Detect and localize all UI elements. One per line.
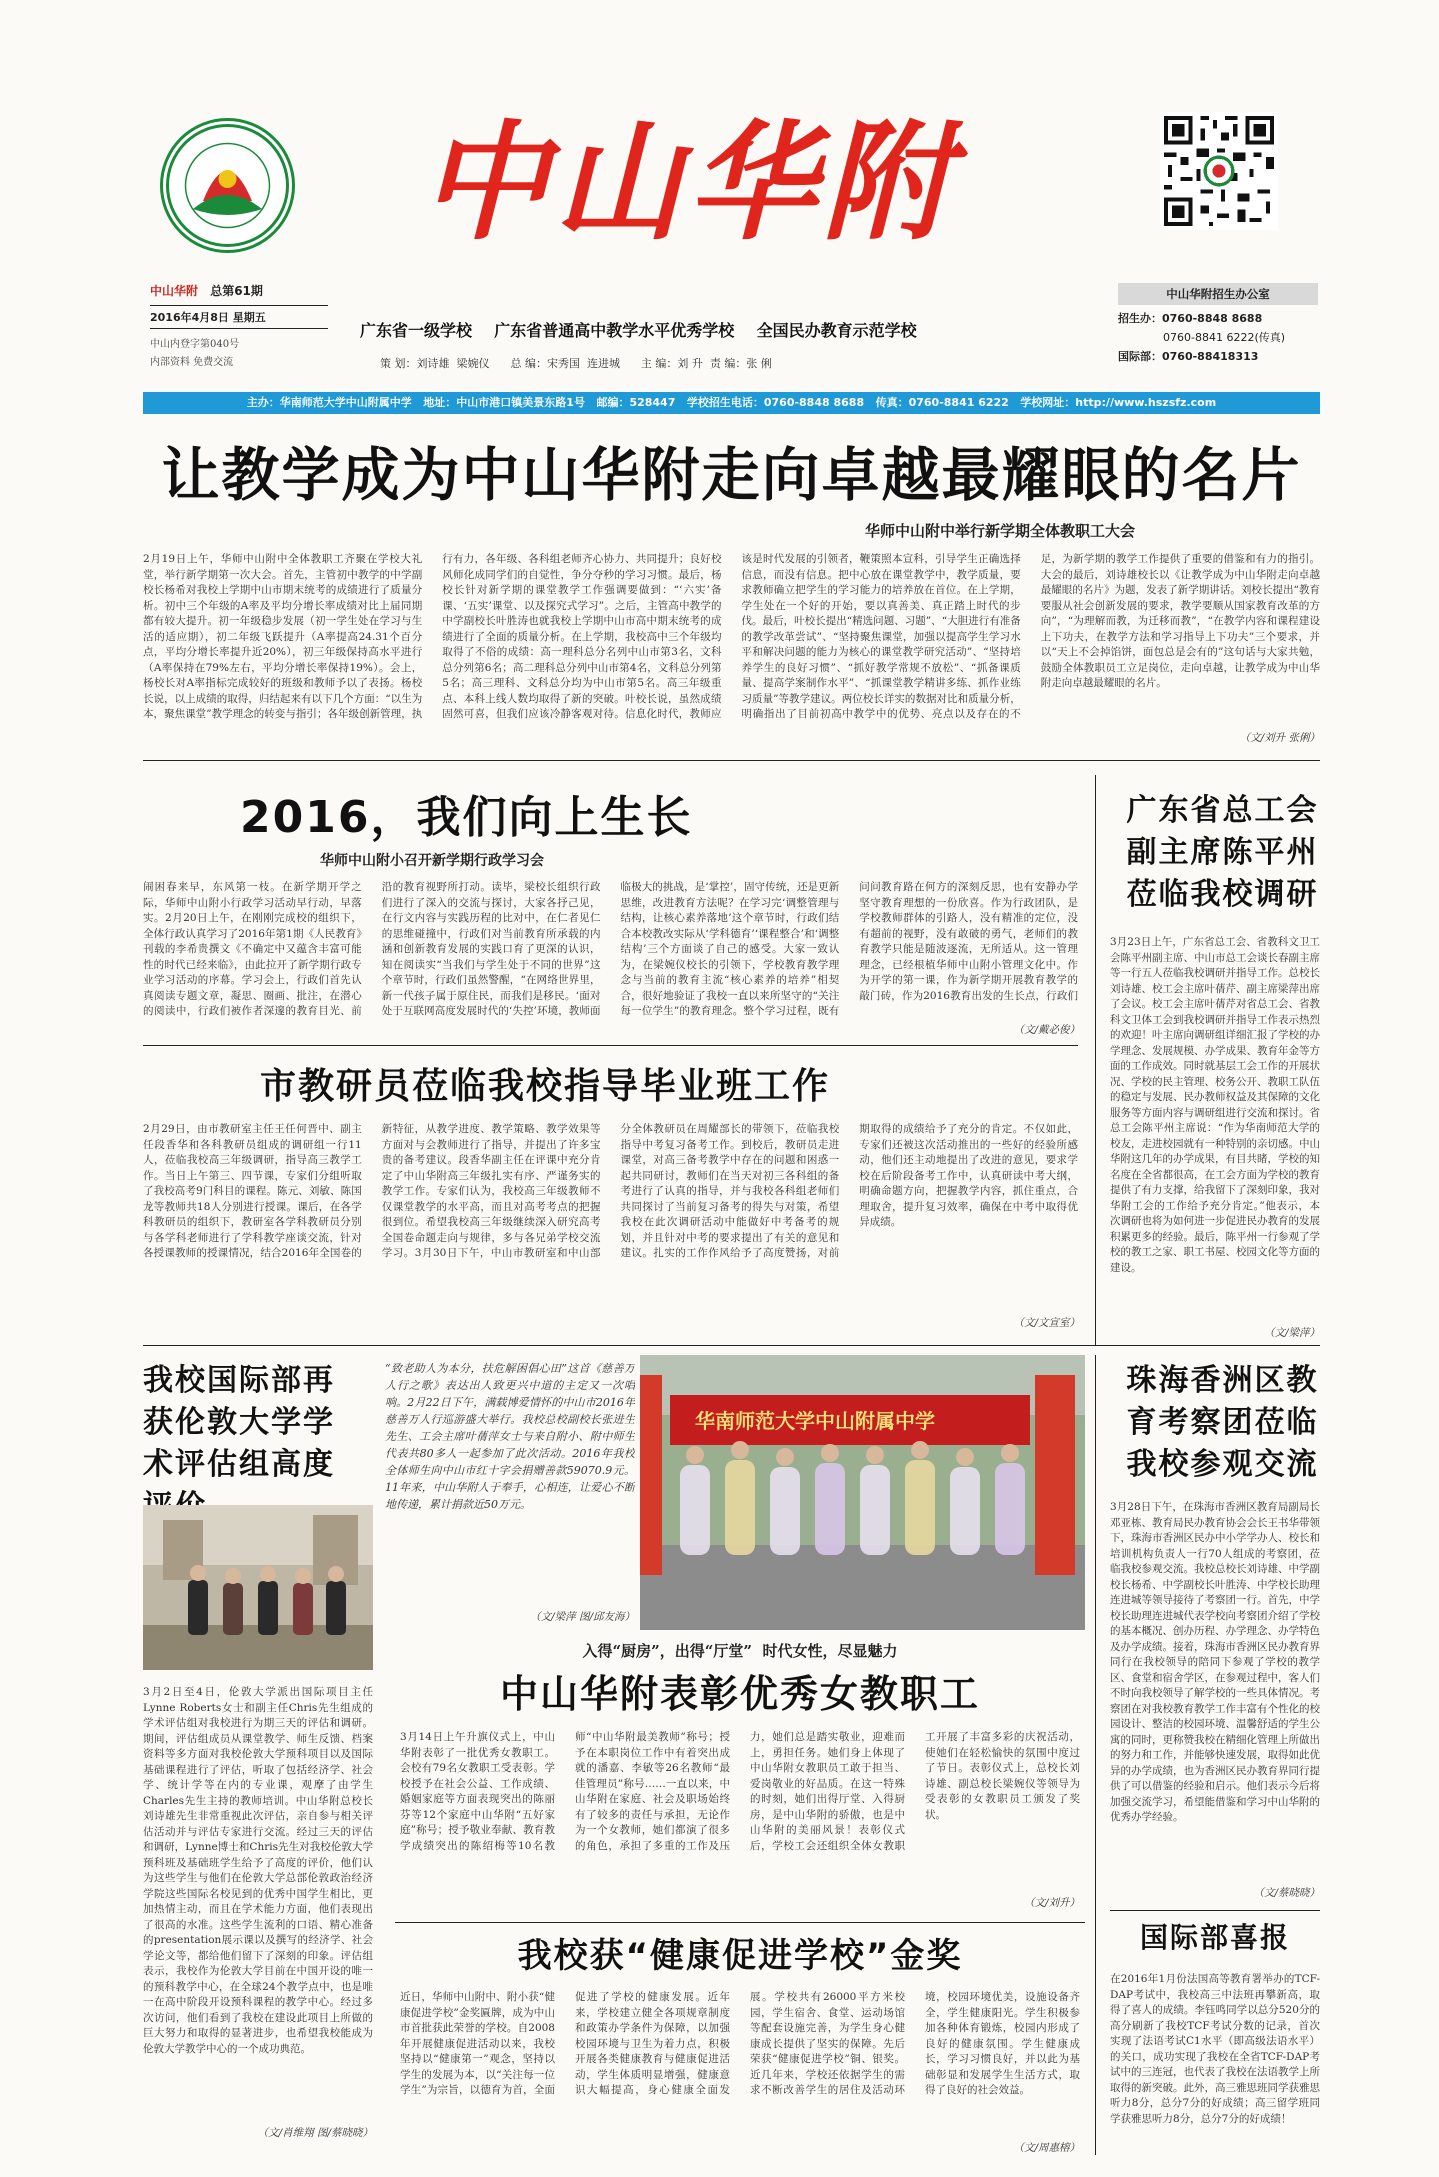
- issue-date: 2016年4月8日 星期五: [150, 305, 328, 329]
- issue-number: 总第61期: [210, 284, 263, 298]
- enrollment-phone: 招生办：0760-8848 8688: [1118, 312, 1263, 325]
- circulation-note: 内部资料 免费交流: [150, 357, 234, 368]
- school-honors: 广东省一级学校 广东省普通高中教学水平优秀学校 全国民办教育示范学校: [360, 321, 917, 340]
- health-headline: 我校获“健康促进学校”金奖: [517, 1936, 963, 1976]
- qr-code-icon: [1160, 112, 1278, 230]
- zhuhai-headline: 珠海香洲区教育考察团莅临我校参观交流: [1126, 1363, 1319, 1482]
- intl-photo: [143, 1505, 373, 1670]
- enrollment-fax: 0760-8841 6222(传真): [1163, 331, 1286, 344]
- research-byline: （文/文宣室）: [1013, 1317, 1080, 1329]
- lead-body: 2月19日上午，华师中山附中全体教职工齐聚在学校大礼堂，举行新学期第一次大会。首先，主管初中教学的中学副校长杨希对我校上学期中山市期末统考的成绩进行了质量分析。初中三个年级的A率及平均分增长率成绩对比上届同期都有较大提升。初一年级稳步发展（初一学生处在学习与生活的适应期），初二年级飞跃提升（A率提高24.31个百分点，平均分增长率提升近20%），初三年级保持高水平进行（A率保持在79%左右，平均分增长率保持19%）。会上，杨校长对A率指标完成较好的班级和教师予以了表扬。杨校长说，以上成绩的取得，归结起来有以下几个方面：“以生为本，聚焦课堂”教学理念的转变与指引；各年级创新管理，执行有力，各年级、各科组老师齐心协力、共同提升；良好校风师化成同学们的自觉性，争分夺秒的学习习惯。最后，杨校长针对新学期的课堂教学工作强调要做到：“‘六实’备课、‘五实’课堂、以及探究式学习”。之后，主管高中教学的中学副校长叶胜涛也就我校上学期中山市高中期末统考的成绩进行了全面的质量分析。在上学期，我校高中三个年级均取得了不俗的成绩：高一理科总分名列中山市第3名，文科总分列第6名；高二理科总分列中山市第4名，文科总分列第5名；高三理科、文科总分均为中山市第5名。高三年级重点、本科上线人数均取得了新的突破。叶校长说，虽然成绩固然可喜，但我们应该冷静客观对待。信息化时代，教师应该是时代发展的引领者，鞭策照本宣科，引导学生正确选择信息，而没有信息。把中心放在课堂教学中，教学质量，要求教师确立把学生的学习能力的培养放在首位。在上学期，学生处在一个好的开始，要以真善美、真正踏上时代的步伐。最后，叶校长提出“精选问题、习题”、“大胆进行有准备的教学改革尝试”、“坚持聚焦课堂，加强以提高学生学习水平和解决问题的能力为核心的课堂教学研究活动”、“坚持培养学生的良好习惯”、“抓好教学常规不放松”、“抓备课质量、提高学案制作水平”、“抓课堂教学精讲多练、抓作业练习质量”等教学建议。两位校长详实的数据对比和质量分析，明确指出了目前初高中教学中的优势、亮点以及存在的不足，为新学期的教学工作提供了重要的借鉴和有力的指引。大会的最后，刘诗雄校长以《让教学成为中山华附走向卓越最耀眼的名片》为题，发表了新学期讲话。刘校长提出“教育要服从社会创新发展的要求，教学要顺从国家教育改革的方向”，“为理解而教，为迁移而教”，“在教学内容和课程建设上下功夫，在教学方法和学习指导上下功夫”三个要求，并以“天上不会掉馅饼，面包总是会有的”这句话与大家共勉，鼓励全体教职员工立足岗位，走向卓越，让教学成为中山华附走向卓越最耀眼的名片。: [143, 553, 1320, 720]
- masthead-title: 中山华附: [420, 108, 957, 258]
- lead-byline: （文/刘升 张俐）: [1239, 732, 1320, 744]
- charity-caption-box: [385, 1360, 635, 1630]
- women-kicker: 入得“厨房”，出得“厅堂” 时代女性，尽显魅力: [582, 1642, 898, 1660]
- women-byline: （文/刘升）: [1023, 1897, 1080, 1909]
- intl-body: 3月2日至4日，伦敦大学派出国际项目主任Lynne Roberts女士和副主任Chris先生组成的学术评估组对我校进行为期三天的评估和调研。期间，评估组成员从课堂教学、师生反馈、档案资料等多方面对我校伦敦大学预科项目以及国际基础课程进行了评估，听取了包括经济学、社会学、统计学等在内的专业课，观摩了由学生Charles先生主持的教师培训。中山华附总校长刘诗雄先生非常重视此次评估，亲自参与相关评估活动并与评估专家进行交流。经过三天的评估和调研，Lynne博士和Chris先生对我校伦敦大学预科班及基础班学生给予了高度的评价，他们认为这些学生与他们在伦敦大学总部伦敦政治经济学院这些国际名校见到的优秀中国学生相比，更加热情主动，而且在学术能力方面，他们表现出了很高的水准。这些学生流利的口语、精心准备的presentation展示课以及撰写的经济学、社会学论文等，都给他们留下了深刻的印象。评估组表示，我校作为伦敦大学目前在中国开设的唯一的预科教学中心，在全球24个教学点中，也是唯一在高中阶段开设预科课程的教学中心。经过多次访问，他们看到了我校在建设此项目上所做的巨大努力和取得的显著进步，也希望我校能成为伦敦大学教学中心的一个成功典范。: [143, 1686, 373, 2055]
- divider: [395, 1922, 1085, 1923]
- divider: [143, 760, 1320, 761]
- info-bar-text: 主办：华南师范大学中山附属中学 地址：中山市港口镇美景东路1号 邮编：528447 学校招生电话：0760-8848 8688 传真：0760-8841 6222 学校网址：http://www.hszsfz.com: [246, 396, 1217, 409]
- info-bar: [143, 392, 1320, 414]
- column-divider: [1095, 775, 1096, 1345]
- editorial-credits: 策 划：刘诗雄 梁婉仪 总 编：宋秀国 连进城 主 编：刘 升 责 编：张 俐: [380, 357, 772, 370]
- zhuhai-byline: （文/蔡晓晓）: [1253, 1887, 1320, 1899]
- health-body: 近日，华师中山附中、附小获“健康促进学校”金奖匾牌，成为中山市首批获此荣誉的学校。自2008年开展健康促进活动以来，我校坚持以“健康第一”观念，坚持以学生的发展为本，以“关注每一位学生”为宗旨，以德育为首，全面促进了学校的健康发展。近年来，学校建立健全各项规章制度和政策办学条件为保障，以加强校园环境与卫生为着力点，积极开展各类健康教育与健康促进活动，学生体质明显增强，健康意识大幅提高，身心健康全面发展。学校共有26000平方米校园，学生宿舍、食堂、运动场馆等配套设施完善，为学生身心健康成长提供了坚实的保障。先后荣获“健康促进学校”铜、银奖。近几年来，学校还依据学生的需求不断改善学生的居住及活动环境，校园环境优美，设施设备齐全，学生健康阳光。学生积极参加各种体育锻炼，校园内形成了良好的健康氛围。学生健康成长，学习习惯良好，并以此为基础彰显和发展学生生活方式，取得了良好的社会效益。: [400, 1991, 1080, 2096]
- research-headline: 市教研员莅临我校指导毕业班工作: [260, 1066, 831, 1107]
- divider: [1110, 1910, 1320, 1911]
- issue-box: [150, 282, 328, 368]
- intl-headline: 我校国际部再获伦敦大学学术评估组高度: [143, 1363, 335, 1482]
- column-divider: [1095, 1355, 1096, 2155]
- research-body: 2月29日，由市教研室主任王任何晋中、副主任段香华和各科教研员组成的调研组一行11人，莅临我校高三年级调研，指导高三教学工作。当日上午第三、四节课，专家们分组听取了我校高考9门科目的课程。陈元、刘敏、陈国龙等教师共18人分别进行授课。课后，在各学科教研员的组织下，教研室各学科教研员分别与各学科老师进行了学科教学座谈交流，针对各授课教师的授课情况，结合2016年全国卷的新特征，从教学进度、教学策略、教学效果等方面对与会教师进行了指导，并提出了许多宝贵的备考建议。段香华副主任在评课中充分肯定了中山华附高三年级扎实有序、严谨务实的教学工作。专家们认为，我校高三年级教师不仅课堂教学的水平高，而且对高考考点的把握很到位。希望我校高三年级继续深入研究高考全国卷命题走向与规律，多与各兄弟学校交流学习。3月30日下午，中山市教研室和中山部分全体教研员在周耀部长的带领下，莅临我校指导中考复习备考工作。到校后，教研员走进课堂，对高三备考教学中存在的问题和困惑一起共同研讨，教师们在当天对初三各科组的备考进行了认真的指导，并与我校各科组老师们共同探讨了当前复习备考的得失与对策，希望我校在此次调研活动中能做好中考备考的规划，并且针对中考的要求提出了有关的意见和建议。扎实的工作作风给予了高度赞扬，对前期取得的成绩给予了充分的肯定。不仅如此，专家们还被这次活动推出的一些好的经验所感动，他们还主动地提出了改进的意见，要求学校在后阶段备考工作中，认真研读中考大纲，明确命题方向，把握教学内容，抓住重点，合理取舍，提升复习效率，确保在中考中取得优异成绩。: [143, 1123, 1078, 1259]
- intl-byline: （文/肖维翔 图/蔡晓晓）: [257, 2127, 373, 2139]
- union-body: 3月23日上午，广东省总工会、省教科文卫工会陈平州副主席、中山市总工会谈长春副主席等一行五人莅临我校调研并指导工作。总校长刘诗雄、校工会主席叶蒨芹、副主席梁萍出席了会议。校工会主席叶蒨芹对省总工会、省教科文卫体工会到我校调研并指导工作表示热烈的欢迎！叶主席向调研组详细汇报了学校的办学理念、发展规模、办学成果、教育年金等方面的工作成效。同时就基层工会工作的开展状况、学校的民主管理、校务公开、教职工队伍的稳定与发展、民办教师权益及其保障的文化服务等方面内容与调研组进行交流和探讨。省总工会陈平州主席说：“作为华南师范大学的校友，走进校园就有一种特别的亲切感。中山华附这几年的办学成果，有目共睹，学校的知名度在全省都很高，在工会方面为学校的教育提供了有力支撑，给我留下了深刻印象，我对华附工会的工作给予充分肯定。”他表示，本次调研也将为如何进一步促进民办教育的发展积累更多的经验。最后，陈平州一行参观了学校的教工之家、职工书屋、校园文化等方面的建设。: [1110, 936, 1320, 1274]
- lead-headline: 让教学成为中山华附走向卓越最耀眼的名片: [161, 441, 1302, 509]
- parade-photo-icon: [640, 1355, 1085, 1630]
- article-2016-subhead: 华师中山附小召开新学期行政学习会: [320, 853, 544, 869]
- article-2016-body: 闹困春来早，东风第一枝。在新学期开学之际，华师中山附小行政学习活动早行动，早落实。2月20日上午，在刚刚完成校的组织下，全体行政认真学习了2016年第1期《人民教育》刊载的李希贵撰文《不确定中又蕴含丰富可能性的时代已经来临》，由此拉开了新学期行政专业学习活动的序幕。学习会上，行政们首先认真阅读专题文章，凝思、圈画、批注，在潜心的阅读中，行政们被作者深邃的教育目光、前沿的教育视野所打动。读毕，梁校长组织行政们进行了深入的交流与探讨，大家各抒己见，在行文内容与实践历程的比对中，在仁者见仁的思维碰撞中，行政们对当前教育所承载的内涵和创新教育发展的实践口育了更深的认识，知在阅读实“当我们与学生处于不同的世界”这个章节时，行政们虽然警醒，“在网络世界里，新一代孩子属于原住民，而我们是移民。‘面对处于互联网高度发展时代的‘失控’环境，教师面临极大的挑战，是‘掌控’，固守传统，还是更新思维，改进教育方法呢？在学习完‘调整管理与结构，让核心素养落地’这个章节时，行政们结合本校教改实际从‘学科德育’‘课程整合’和‘调整结构’三个方面谈了自己的感受。大家一致认为，在梁婉仪校长的引领下，学校教育教学理念与当前的教育主流“核心素养的培养”相契合，很好地验证了我校一直以来所坚守的“关注每一位学生”的教育理念。整个学习过程，既有问问教育路在何方的深刻反思，也有安静办学坚守教育理想的一份欣喜。作为行政团队，是学校教师群体的引路人，没有精准的定位，没有超前的视野，没有敢破的勇气，老师们的教育教学只能是随波逐流，无所适从。这一管理理念，已经根植华师中山附小管理文化中。作为开学的第一课，作为新学期开展教育教学的敲门砖，作为2016教育出发的生长点，行政们: [143, 881, 1078, 1017]
- divider: [143, 1345, 1320, 1346]
- international-phone: 国际部：0760-88418313: [1118, 350, 1259, 363]
- charity-photo: [640, 1355, 1085, 1630]
- charity-credit: （文/梁萍 图/邱友海）: [530, 1611, 635, 1623]
- banner-text: 华南师范大学中山附属中学: [695, 1409, 935, 1433]
- paper-name: 中山华附: [150, 284, 199, 298]
- article-2016-byline: （文/戴必俊）: [1013, 1024, 1080, 1036]
- happy-headline: 国际部喜报: [1139, 1921, 1290, 1954]
- lead-subhead: 华师中山附中举行新学期全体教职工大会: [864, 522, 1135, 540]
- divider: [143, 1045, 1078, 1046]
- enrollment-title: 中山华附招生办公室: [1118, 283, 1318, 305]
- school-logo: [160, 118, 295, 253]
- school-emblem-icon: [163, 121, 292, 250]
- qr-code: [1160, 112, 1278, 230]
- union-headline: 广东省总工会副主席陈平州莅临我校调研: [1126, 793, 1319, 912]
- health-byline: （文/周惠榕）: [1013, 2142, 1080, 2154]
- union-byline: （文/梁萍）: [1263, 1327, 1320, 1339]
- charity-caption: “致老助人为本分，扶危解困倡心田”这首《慈善万人行之歌》表达出人致更兴中道的主定又一次唱响。2月22日下午，满载博爱情怀的中山市2016年慈善万人行巡游盛大举行。我校总校副校长张进生先生、工会主席叶蒨萍女士与来自附小、附中师生代表共80多人一起参加了此次活动。2016年我校全体师生向中山市红十字会捐赠善款59070.9元。11年来，中山华附人于奉手，心相连，让爱心不断地传递，累计捐款近50万元。: [385, 1362, 635, 1511]
- masthead: [0, 0, 1439, 409]
- happy-body: 在2016年1月份法国高等教育署举办的TCF-DAP考试中，我校高三中法班再攀新高，取得了喜人的成绩。李钰鸣同学以总分520分的高分刷新了我校TCF考试分数的记录，首次实现了法语考试C1水平（即高级法语水平）的关口，成功实现了我校在全省TCF-DAP考试中的三连冠，也代表了我校在法语教学上所取得的新突破。此外，高三雅思班同学获雅思听力8分，总分7分的好成绩；高三留学班同学获雅思听力8分，总分7分的好成绩！: [1110, 1973, 1320, 2125]
- zhuhai-body: 3月28日下午，在珠海市香洲区教育局副局长邓亚栋、教育局民办教育协会会长王书华带领下，珠海市香洲区民办中小学学办人、校长和培训机构负责人一行70人组成的考察团，莅临我校参观交流。我校总校长刘诗雄、中学副校长杨希、中学副校长叶胜涛、中学校长助理连进城等领导接待了考察团一行。首先，中学校长助理连进城代表学校向考察团介绍了学校的基本概况、创办历程、办学理念、办学特色及办学成绩。接着，珠海市香洲区民办教育界同行在我校领导的陪同下参观了学校的教学区、食堂和宿舍学区，在参观过程中，客人们不时向我校领导了解学校的一些具体情况。考察团在对我校教育教学工作丰富有个性化的校园设计、整洁的校园环境、温馨舒适的学生公寓的同时，更称赞我校在精细化管理上所做出的努力和工作，并能够快速发展，取得如此优异的办学成绩，也为香洲区民办教育界同行提供了可以借鉴的经验和启示。他们表示今后将加强交流学习，希望能借鉴和学习中山华附的优秀办学经验。: [1110, 1501, 1320, 1823]
- women-body: 3月14日上午升旗仪式上，中山华附表彰了一批优秀女教职工。会校有79名女教职工受表彰。学校授予在社会公益、工作成绩、婚姻家庭等方面表现突出的陈丽芬等12个家庭中山华附“五好家庭”称号；授予敬业奉献、教育教学成绩突出的陈绍梅等10名教师“中山华附最美教师”称号；授予在本职岗位工作中有着突出成就的潘嘉、李敏等26名教师“最佳管理员”称号……一直以来，中山华附在家庭、社会及职场始终有了较多的责任与承担，无论作为一个女教师，她们都演了很多的角色，承担了多重的工作及压力，她们总是踏实敬业，迎难而上，勇担任务。她们身上体现了中山华附女教职员工敢于担当、爱岗敬业的好品质。在这一特殊的时刻，她们出得厅堂、入得厨房，是中山华附的骄傲，也是中山华附的美丽风景！表彰仪式后，学校工会还组织全体女教职工开展了丰富多彩的庆祝活动，使她们在轻松愉快的氛围中度过了节日。表彰仪式上，总校长刘诗雄、副总校长梁婉仪等领导为受表彰的女教职员工颁发了奖状。: [400, 1731, 1080, 1852]
- group-photo-icon: [143, 1505, 373, 1670]
- women-headline: 中山华附表彰优秀女教职工: [499, 1672, 980, 1716]
- registration-number: 中山内登字第040号: [150, 339, 240, 350]
- article-2016-headline: 2016，我们向上生长: [240, 792, 693, 843]
- enrollment-box: [1118, 283, 1318, 364]
